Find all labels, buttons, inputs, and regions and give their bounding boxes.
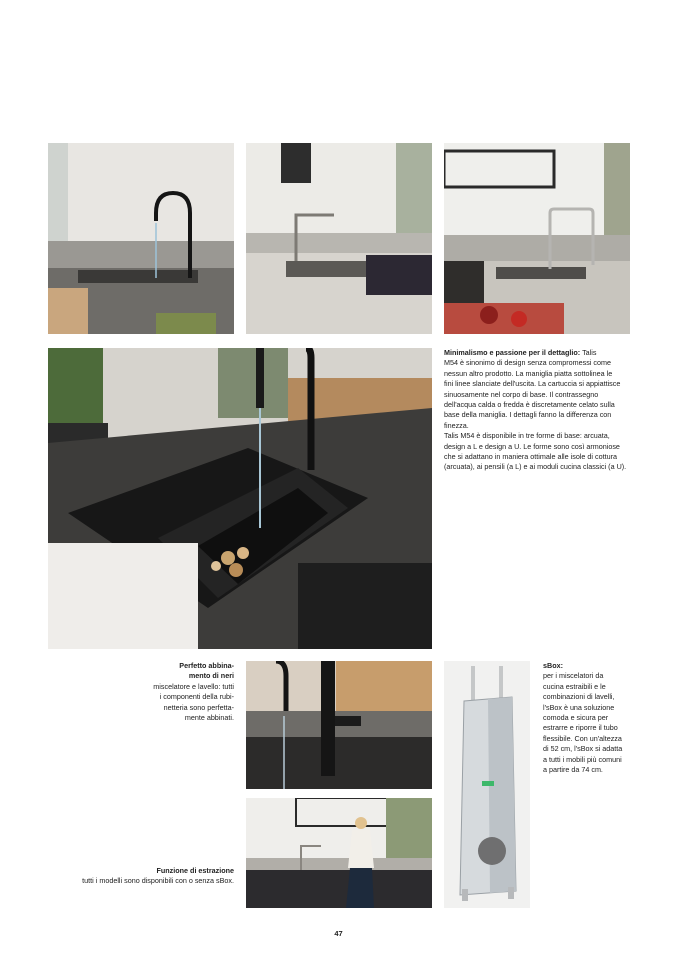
extraction-caption: [40, 866, 234, 887]
article-line: Talis: [582, 348, 597, 357]
black-match-heading-line: Perfetto abbina-: [179, 661, 234, 670]
woman-kitchen-photo: [246, 798, 432, 908]
article-line: finezza.: [444, 420, 469, 430]
sbox-product-photo: [444, 661, 530, 908]
black-match-line: i componenti della rubi-: [159, 692, 234, 702]
sbox-line: a partire da 74 cm.: [543, 765, 603, 775]
sbox-line: combinazioni di lavelli,: [543, 692, 615, 702]
sbox-line: a tutti i mobili più comuni: [543, 754, 622, 764]
page-number: 47: [334, 929, 343, 938]
kitchen-photo-u-faucet: [444, 143, 630, 334]
faucet-closeup-photo: [246, 661, 432, 789]
sbox-line: l'sBox è una soluzione: [543, 702, 615, 712]
article-line: sinuosamente nel corpo di base. Il contrassegno: [444, 389, 599, 399]
sbox-line: comoda e sicura per: [543, 713, 609, 723]
article-line: design a L e design a U. Le forme sono così armoniose: [444, 441, 620, 451]
sbox-line: di 52 cm, l'sBox si adatta: [543, 744, 623, 754]
black-match-heading: [100, 661, 234, 682]
black-match-caption: [100, 661, 234, 723]
sbox-heading: sBox:: [543, 661, 563, 670]
article-first-line: [444, 348, 644, 358]
black-match-line: netteria sono perfetta-: [163, 702, 234, 712]
article-line: base della maniglia. I dettagli fanno la differenza con: [444, 410, 612, 420]
black-match-line: mente abbinati.: [184, 713, 234, 723]
sbox-line: estrarre e riporre il tubo: [543, 723, 618, 733]
extraction-text: tutti i modelli sono disponibili con o senza sBox.: [82, 876, 234, 886]
black-match-line: miscelatore e lavello: tutti: [153, 681, 234, 691]
article-line: fini linee slanciate dell'uscita. La cartuccia si appiattisce: [444, 379, 621, 389]
kitchen-photo-black-sink: [48, 348, 432, 649]
black-match-heading-line: mento di neri: [188, 671, 234, 681]
sbox-line: cucina estraibili e le: [543, 681, 606, 691]
sbox-line: per i miscelatori da: [543, 671, 604, 681]
sbox-caption: [543, 661, 648, 775]
kitchen-photo-arched-faucet: [48, 143, 234, 334]
article-line: nessun altro prodotto. La maniglia piatta sottolinea le: [444, 368, 613, 378]
article-line: Talis M54 è disponibile in tre forme di base: arcuata,: [444, 431, 610, 441]
article-text: [444, 348, 644, 473]
extraction-heading: Funzione di estrazione: [156, 866, 234, 875]
article-line: dell'acqua calda o fredda è discretamente celato sulla: [444, 400, 615, 410]
article-line: (arcuata), ai pensili (a L) e ai moduli cucina classici (a U).: [444, 462, 627, 472]
kitchen-photo-l-faucet: [246, 143, 432, 334]
article-heading: Minimalismo e passione per il dettaglio:: [444, 348, 581, 357]
article-line: M54 è sinonimo di design senza compromessi come: [444, 358, 611, 368]
article-line: che si adattano in maniera ottimale alle isole di cottura: [444, 452, 617, 462]
sbox-line: flessibile. Con un'altezza: [543, 733, 622, 743]
